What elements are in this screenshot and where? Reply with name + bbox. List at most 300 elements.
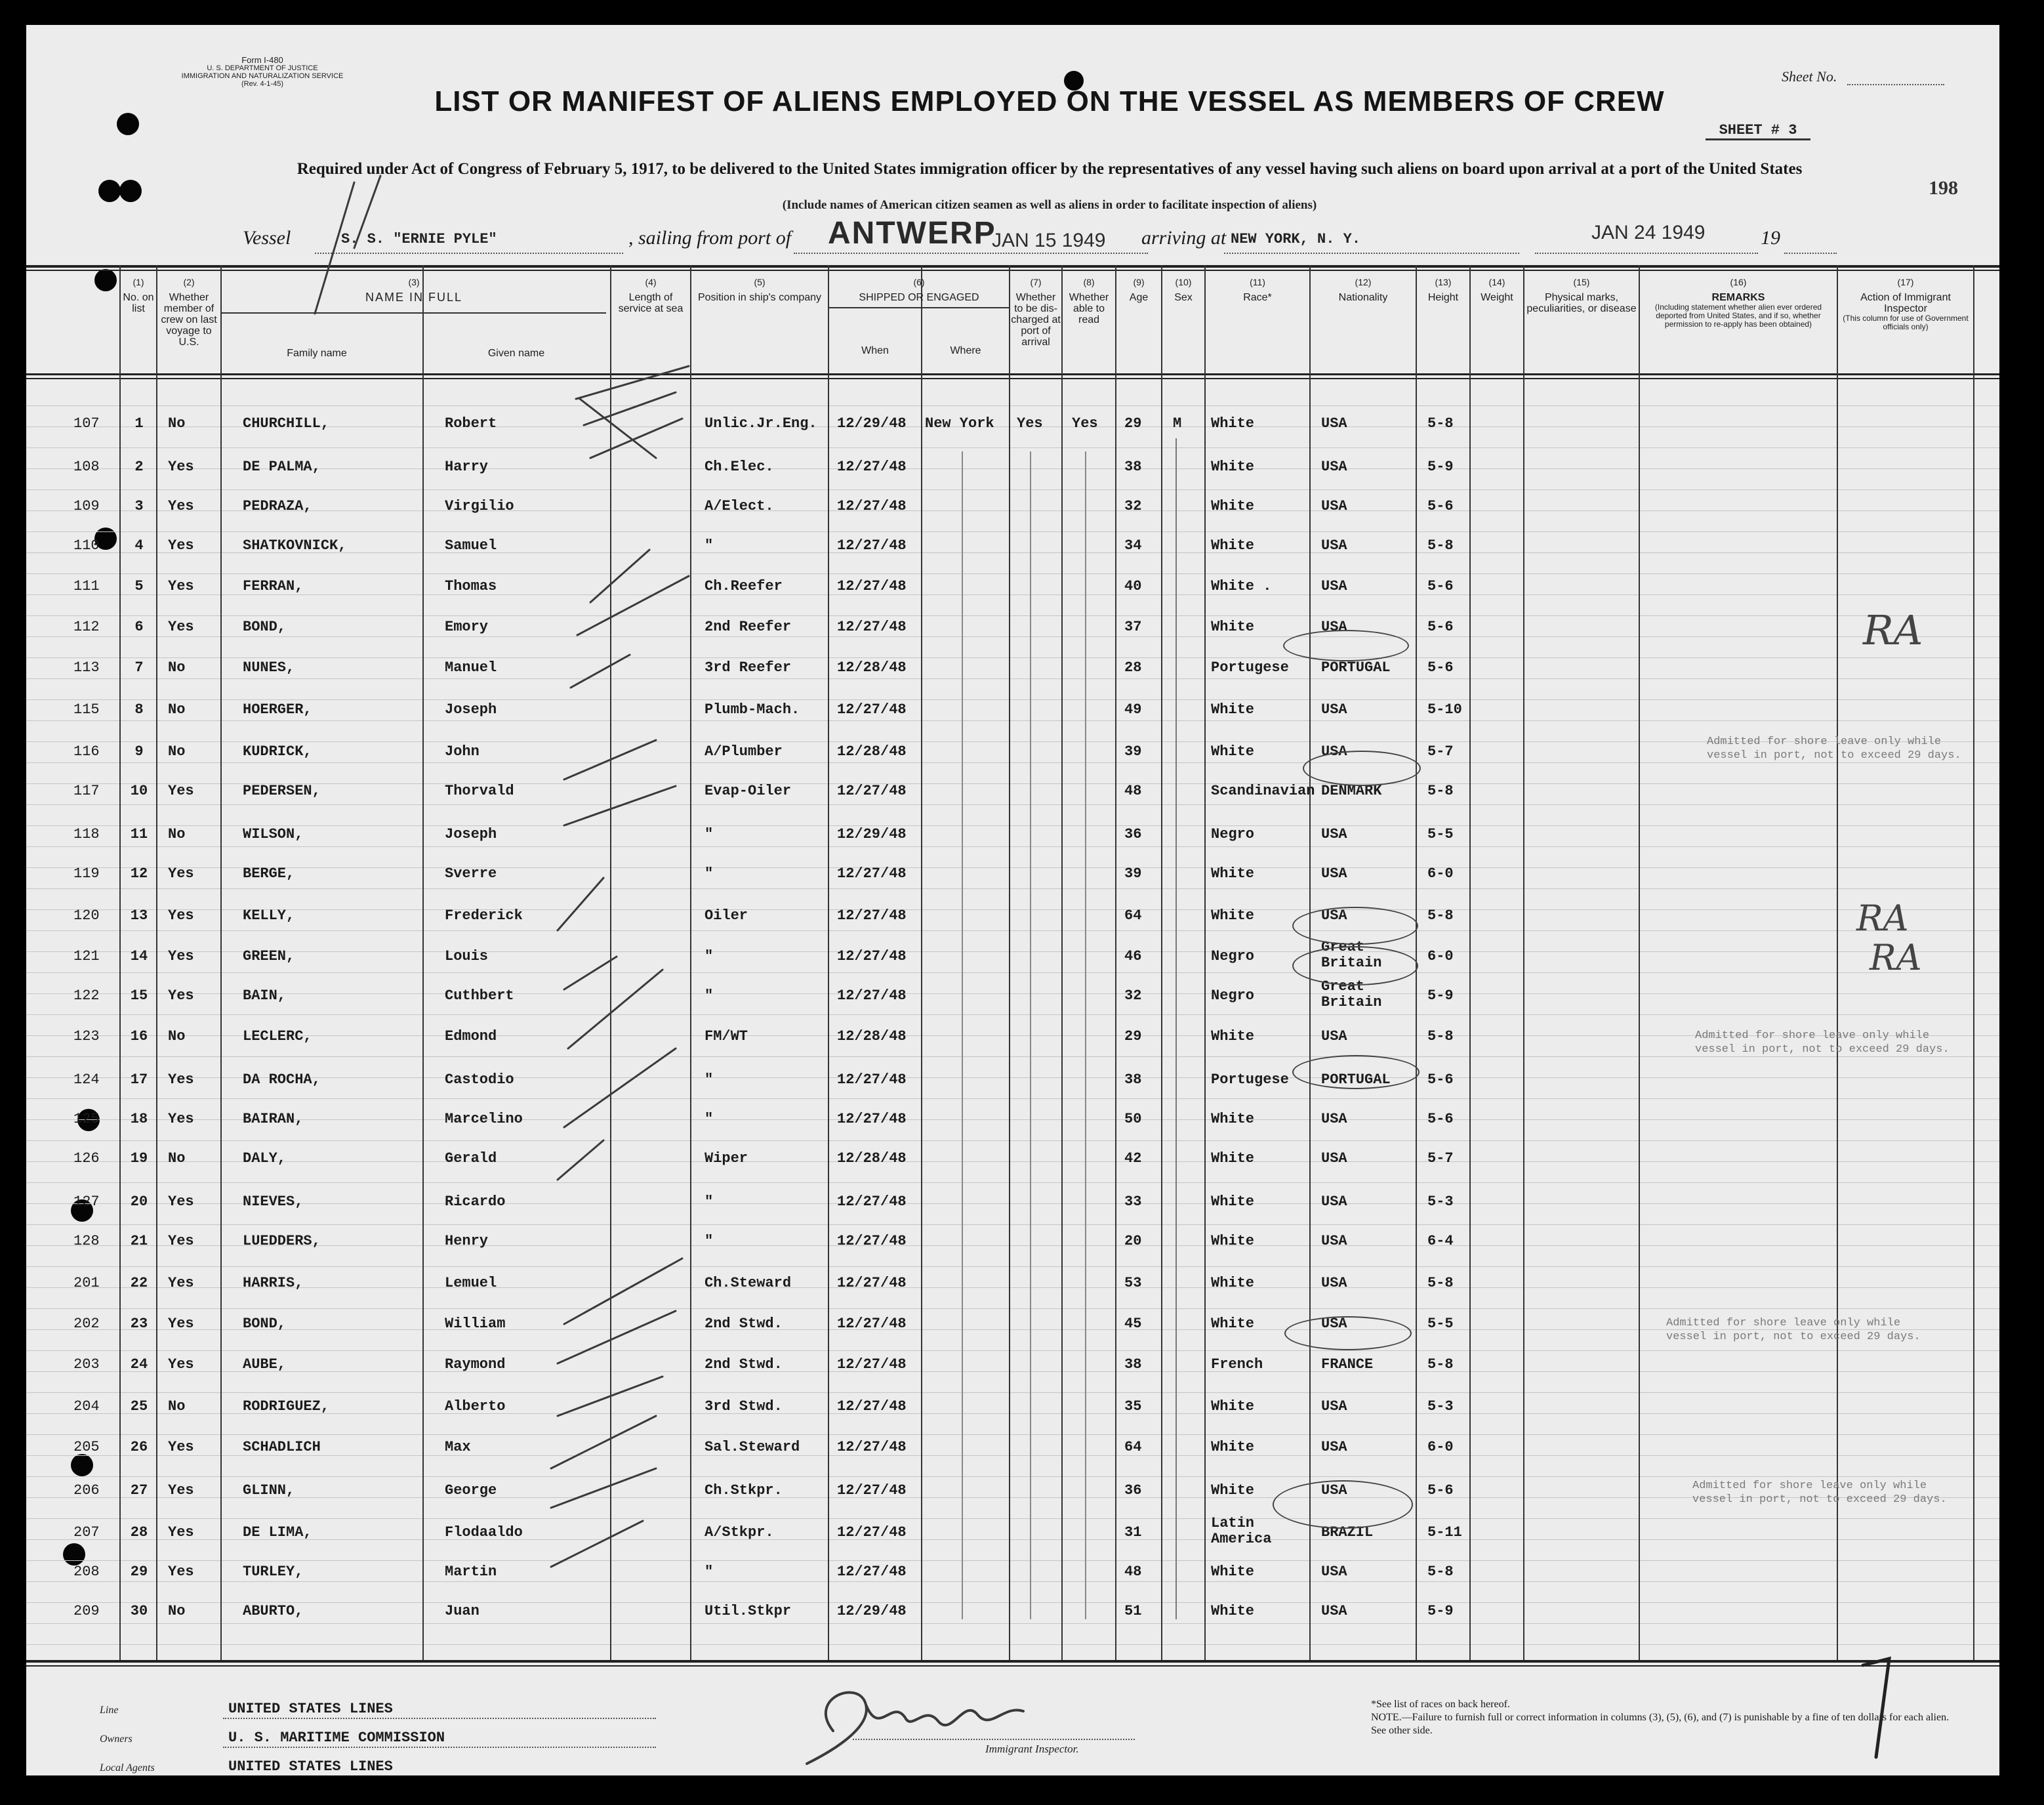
cell-nat: USA [1321, 1233, 1347, 1249]
cell-race: White [1211, 619, 1255, 635]
col-header-family-name: Family name [287, 348, 347, 359]
shore-leave-remark: Admitted for shore leave only while vessel in port, not to exceed 29 days. [1695, 1029, 1950, 1056]
cell-family: PEDERSEN, [243, 783, 321, 799]
cell-given: Samuel [445, 537, 497, 554]
cell-read: Yes [1072, 415, 1098, 432]
manifest-title: LIST OR MANIFEST OF ALIENS EMPLOYED ON THE VESSEL AS MEMBERS OF CREW [434, 85, 1665, 117]
handwritten-mark [1850, 1646, 1902, 1764]
footnote-races: *See list of races on back hereof. [1371, 1699, 1510, 1710]
cell-no: 21 [130, 1233, 148, 1249]
cell-family: FERRAN, [243, 578, 304, 594]
cell-race: White [1211, 743, 1255, 760]
cell-ref: 209 [73, 1603, 100, 1619]
cell-height: 5-11 [1427, 1524, 1462, 1541]
cell-no: 10 [130, 783, 148, 799]
col-header-height: (13) Height [1427, 277, 1459, 303]
cell-no: 20 [130, 1193, 148, 1210]
cell-race: Negro [1211, 987, 1255, 1004]
cell-last: No [168, 1150, 186, 1167]
cell-age: 28 [1124, 659, 1142, 676]
col-header-read: (8) Whether able to read [1069, 277, 1109, 325]
owners-rule [223, 1747, 656, 1748]
cell-nat: USA [1321, 907, 1347, 924]
cell-last: Yes [168, 1316, 194, 1332]
col-header-when: When [861, 345, 889, 356]
cell-family: LUEDDERS, [243, 1233, 321, 1249]
cell-when: 12/27/48 [837, 1398, 907, 1415]
cell-given: Harry [445, 459, 489, 475]
cell-family: KUDRICK, [243, 743, 312, 760]
cell-no: 7 [134, 659, 144, 676]
cell-ref: 125 [73, 1111, 100, 1127]
inspector-label: Immigrant Inspector. [985, 1743, 1079, 1755]
cell-position: " [705, 1071, 714, 1088]
cell-nat: DENMARK [1321, 783, 1382, 799]
cell-nat: USA [1321, 415, 1347, 432]
cell-last: Yes [168, 1564, 194, 1580]
cell-age: 42 [1124, 1150, 1142, 1167]
manifest-subtitle: Required under Act of Congress of February 5, 1917, to be delivered to the United States immigration officer by the representatives of any vessel having such aliens on board upon arrival at a port of the United States [296, 160, 1803, 178]
cell-ref: 113 [73, 659, 100, 676]
cell-family: SCHADLICH [243, 1439, 321, 1455]
cell-height: 5-9 [1427, 459, 1454, 475]
cell-position: Unlic.Jr.Eng. [705, 415, 817, 432]
col-header-sex: (10) Sex [1174, 277, 1193, 303]
cell-nat: USA [1321, 826, 1347, 842]
line-rule [223, 1718, 656, 1719]
cell-age: 35 [1124, 1398, 1142, 1415]
cell-last: No [168, 1398, 186, 1415]
cell-height: 5-8 [1427, 415, 1454, 432]
cell-age: 38 [1124, 459, 1142, 475]
cell-last: Yes [168, 948, 194, 965]
cell-family: RODRIGUEZ, [243, 1398, 330, 1415]
cell-height: 5-9 [1427, 987, 1454, 1004]
cell-position: Ch.Steward [705, 1275, 792, 1291]
cell-last: Yes [168, 619, 194, 635]
cell-family: LECLERC, [243, 1028, 312, 1045]
col-header-given-name: Given name [487, 348, 545, 359]
cell-nat: USA [1321, 578, 1347, 594]
inspector-signature-line [853, 1739, 1135, 1740]
cell-family: HARRIS, [243, 1275, 304, 1291]
cell-height: 5-10 [1427, 701, 1462, 718]
manifest-subnote: (Include names of American citizen seamen as well as aliens in order to facilitate inspection of aliens) [782, 198, 1317, 212]
cell-race: White [1211, 459, 1255, 475]
cell-nat: USA [1321, 1275, 1347, 1291]
cell-family: ABURTO, [243, 1603, 304, 1619]
cell-position: Ch.Stkpr. [705, 1482, 783, 1499]
cell-family: NUNES, [243, 659, 295, 676]
cell-position: " [705, 1564, 714, 1580]
departure-port: ANTWERP [828, 216, 996, 251]
cell-ref: 119 [73, 865, 100, 882]
cell-given: Louis [445, 948, 489, 965]
cell-last: Yes [168, 1111, 194, 1127]
cell-last: Yes [168, 578, 194, 594]
line-value: UNITED STATES LINES [228, 1701, 393, 1717]
cell-given: Alberto [445, 1398, 506, 1415]
cell-last: Yes [168, 1233, 194, 1249]
cell-nat: USA [1321, 1150, 1347, 1167]
cell-ref: 126 [73, 1150, 100, 1167]
cell-age: 29 [1124, 415, 1142, 432]
cell-race: Portugese [1211, 659, 1289, 676]
cell-position: 3rd Stwd. [705, 1398, 783, 1415]
cell-height: 5-7 [1427, 1150, 1454, 1167]
cell-ref: 206 [73, 1482, 100, 1499]
cell-race: White [1211, 1150, 1255, 1167]
cell-given: Thorvald [445, 783, 514, 799]
cell-family: DALY, [243, 1150, 287, 1167]
cell-given: Castodio [445, 1071, 514, 1088]
cell-nat: USA [1321, 1193, 1347, 1210]
cell-when: 12/27/48 [837, 907, 907, 924]
cell-position: " [705, 865, 714, 882]
cell-no: 29 [130, 1564, 148, 1580]
col-header-nationality: (12) Nationality [1338, 277, 1388, 303]
cell-height: 5-9 [1427, 1603, 1454, 1619]
cell-position: FM/WT [705, 1028, 748, 1045]
shore-leave-remark: Admitted for shore leave only while vessel in port, not to exceed 29 days. [1692, 1480, 1947, 1506]
cell-given: Max [445, 1439, 471, 1455]
cell-ref: 108 [73, 459, 100, 475]
cell-nat: PORTUGAL [1321, 1071, 1391, 1088]
cell-nat: USA [1321, 537, 1347, 554]
cell-when: 12/27/48 [837, 1316, 907, 1332]
cell-family: TURLEY, [243, 1564, 304, 1580]
col-header-race: (11) Race* [1243, 277, 1272, 303]
cell-ref: 204 [73, 1398, 100, 1415]
cell-nat: USA [1321, 1028, 1347, 1045]
cell-no: 18 [130, 1111, 148, 1127]
cell-when: 12/27/48 [837, 987, 907, 1004]
form-service: IMMIGRATION AND NATURALIZATION SERVICE [181, 72, 344, 80]
cell-ref: 124 [73, 1071, 100, 1088]
cell-race: White [1211, 1193, 1255, 1210]
cell-no: 12 [130, 865, 148, 882]
col-header-where: Where [950, 345, 981, 356]
cell-age: 39 [1124, 865, 1142, 882]
agents-label: Local Agents [100, 1762, 155, 1774]
cell-when: 12/27/48 [837, 1071, 907, 1088]
inspector-mark: RA [1870, 937, 1922, 978]
footnote-penalty: NOTE.—Failure to furnish full or correct information in columns (3), (5), (6), and (7) is punishable by a fine of ten dollars for each alien. See other side. [1371, 1712, 1950, 1736]
cell-last: No [168, 743, 186, 760]
inspector-signature [781, 1659, 1056, 1775]
cell-given: Henry [445, 1233, 489, 1249]
cell-ref: 118 [73, 826, 100, 842]
cell-height: 5-6 [1427, 578, 1454, 594]
cell-no: 30 [130, 1603, 148, 1619]
cell-ref: 121 [73, 948, 100, 965]
cell-age: 39 [1124, 743, 1142, 760]
arrival-port: NEW YORK, N. Y. [1231, 231, 1361, 247]
owners-label: Owners [100, 1733, 133, 1745]
cell-when: 12/27/48 [837, 783, 907, 799]
cell-family: BOND, [243, 1316, 287, 1332]
cell-no: 27 [130, 1482, 148, 1499]
cell-family: DE PALMA, [243, 459, 321, 475]
form-department: U. S. DEPARTMENT OF JUSTICE [207, 64, 318, 72]
cell-race: White [1211, 1439, 1255, 1455]
cell-no: 9 [134, 743, 144, 760]
cell-height: 6-0 [1427, 1439, 1454, 1455]
cell-when: 12/27/48 [837, 459, 907, 475]
cell-last: Yes [168, 498, 194, 514]
cell-nat: USA [1321, 743, 1347, 760]
cell-last: Yes [168, 865, 194, 882]
cell-nat: USA [1321, 1482, 1347, 1499]
cell-last: Yes [168, 987, 194, 1004]
cell-height: 5-3 [1427, 1193, 1454, 1210]
col-header-shipped: (6) SHIPPED OR ENGAGED [859, 277, 979, 303]
cell-age: 51 [1124, 1603, 1142, 1619]
cell-ref: 128 [73, 1233, 100, 1249]
cell-race: White [1211, 1603, 1255, 1619]
cell-last: Yes [168, 1356, 194, 1373]
cell-height: 5-6 [1427, 619, 1454, 635]
cell-ref: 201 [73, 1275, 100, 1291]
cell-age: 34 [1124, 537, 1142, 554]
cell-age: 64 [1124, 907, 1142, 924]
cell-family: PEDRAZA, [243, 498, 312, 514]
cell-no: 24 [130, 1356, 148, 1373]
owners-value: U. S. MARITIME COMMISSION [228, 1730, 445, 1746]
sheet-stamp: SHEET # 3 [1706, 122, 1810, 140]
cell-given: Marcelino [445, 1111, 523, 1127]
cell-when: 12/27/48 [837, 1111, 907, 1127]
cell-given: Cuthbert [445, 987, 514, 1004]
cell-age: 32 [1124, 987, 1142, 1004]
cell-ref: 116 [73, 743, 100, 760]
cell-age: 40 [1124, 578, 1142, 594]
cell-race: White [1211, 537, 1255, 554]
cell-family: WILSON, [243, 826, 304, 842]
cell-nat: USA [1321, 498, 1347, 514]
cell-position: " [705, 1111, 714, 1127]
cell-no: 23 [130, 1316, 148, 1332]
cell-height: 5-8 [1427, 1356, 1454, 1373]
cell-family: BERGE, [243, 865, 295, 882]
cell-given: Lemuel [445, 1275, 497, 1291]
cell-when: 12/27/48 [837, 1193, 907, 1210]
cell-age: 38 [1124, 1071, 1142, 1088]
cell-position: 2nd Reefer [705, 619, 792, 635]
cell-age: 32 [1124, 498, 1142, 514]
cell-height: 5-8 [1427, 907, 1454, 924]
col-header-last-voyage: (2) Whether member of crew on last voyage to U.S. [161, 277, 217, 348]
cell-when: 12/27/48 [837, 701, 907, 718]
cell-family: AUBE, [243, 1356, 287, 1373]
cell-given: Manuel [445, 659, 497, 676]
cell-height: 5-3 [1427, 1398, 1454, 1415]
cell-given: Joseph [445, 826, 497, 842]
agents-value: UNITED STATES LINES [228, 1758, 393, 1775]
cell-race: White [1211, 1398, 1255, 1415]
cell-race: White [1211, 1564, 1255, 1580]
cell-ref: 109 [73, 498, 100, 514]
cell-height: 5-8 [1427, 783, 1454, 799]
cell-family: HOERGER, [243, 701, 312, 718]
cell-age: 33 [1124, 1193, 1142, 1210]
cell-age: 36 [1124, 1482, 1142, 1499]
cell-no: 15 [130, 987, 148, 1004]
cell-height: 6-0 [1427, 948, 1454, 965]
manifest-sheet [26, 25, 1999, 1775]
cell-race: White [1211, 1482, 1255, 1499]
cell-nat: USA [1321, 1439, 1347, 1455]
cell-height: 5-8 [1427, 537, 1454, 554]
cell-nat: USA [1321, 1564, 1347, 1580]
cell-no: 17 [130, 1071, 148, 1088]
cell-disch: Yes [1017, 415, 1043, 432]
form-revision: (Rev. 4-1-45) [241, 80, 283, 88]
cell-race: French [1211, 1356, 1263, 1373]
cell-family: GREEN, [243, 948, 295, 965]
cell-no: 22 [130, 1275, 148, 1291]
cell-last: Yes [168, 1193, 194, 1210]
cell-when: 12/28/48 [837, 1150, 907, 1167]
cell-race: White [1211, 415, 1255, 432]
cell-height: 6-4 [1427, 1233, 1454, 1249]
cell-height: 5-5 [1427, 826, 1454, 842]
cell-race: White [1211, 1316, 1255, 1332]
cell-ref: 127 [73, 1193, 100, 1210]
cell-sex: M [1173, 415, 1182, 432]
cell-last: Yes [168, 783, 194, 799]
sailing-date: JAN 15 1949 [992, 230, 1106, 251]
cell-position: Wiper [705, 1150, 748, 1167]
cell-family: KELLY, [243, 907, 295, 924]
cell-ref: 123 [73, 1028, 100, 1045]
cell-when: 12/29/48 [837, 826, 907, 842]
cell-nat: PORTUGAL [1321, 659, 1391, 676]
cell-age: 53 [1124, 1275, 1142, 1291]
cell-no: 25 [130, 1398, 148, 1415]
cell-when: 12/27/48 [837, 498, 907, 514]
shore-leave-remark: Admitted for shore leave only while vessel in port, not to exceed 29 days. [1707, 736, 1961, 762]
page-number: 198 [1929, 177, 1958, 199]
cell-height: 5-6 [1427, 498, 1454, 514]
cell-when: 12/27/48 [837, 1439, 907, 1455]
cell-when: 12/27/48 [837, 578, 907, 594]
cell-family: DA ROCHA, [243, 1071, 321, 1088]
cell-when: 12/27/48 [837, 1356, 907, 1373]
cell-position: 3rd Reefer [705, 659, 792, 676]
cell-no: 19 [130, 1150, 148, 1167]
cell-given: Robert [445, 415, 497, 432]
cell-position: 2nd Stwd. [705, 1356, 783, 1373]
cell-race: Negro [1211, 948, 1255, 965]
cell-age: 20 [1124, 1233, 1142, 1249]
cell-race: Negro [1211, 826, 1255, 842]
cell-when: 12/27/48 [837, 1233, 907, 1249]
inspector-mark: RA [1856, 898, 1909, 939]
cell-race: Scandinavian [1211, 783, 1315, 799]
cell-age: 48 [1124, 1564, 1142, 1580]
line-label: Line [100, 1705, 119, 1716]
cell-race: White [1211, 498, 1255, 514]
cell-given: William [445, 1316, 506, 1332]
check-marks [26, 25, 1999, 1775]
cell-position: " [705, 826, 714, 842]
cell-when: 12/27/48 [837, 1482, 907, 1499]
cell-race: White [1211, 1275, 1255, 1291]
cell-when: 12/28/48 [837, 743, 907, 760]
cell-when: 12/28/48 [837, 659, 907, 676]
cell-ref: 110 [73, 537, 100, 554]
cell-no: 14 [130, 948, 148, 965]
cell-when: 12/27/48 [837, 537, 907, 554]
cell-given: Virgilio [445, 498, 514, 514]
cell-given: Juan [445, 1603, 480, 1619]
cell-race: White [1211, 907, 1255, 924]
form-number: Form I-480 [241, 55, 283, 65]
cell-race: White . [1211, 578, 1272, 594]
col-header-physical-marks: (15) Physical marks, peculiarities, or disease [1526, 277, 1637, 314]
shore-leave-remark: Admitted for shore leave only while vessel in port, not to exceed 29 days. [1666, 1317, 1921, 1343]
cell-height: 5-6 [1427, 1111, 1454, 1127]
cell-nat: USA [1321, 1111, 1347, 1127]
cell-ref: 208 [73, 1564, 100, 1580]
cell-race: White [1211, 701, 1255, 718]
cell-given: Thomas [445, 578, 497, 594]
cell-family: BAIN, [243, 987, 287, 1004]
cell-position: " [705, 1193, 714, 1210]
cell-position: " [705, 987, 714, 1004]
cell-nat: USA [1321, 1316, 1347, 1332]
col-header-service: (4) Length of service at sea [618, 277, 684, 314]
cell-when: 12/27/48 [837, 948, 907, 965]
cell-height: 5-6 [1427, 659, 1454, 676]
inspector-mark: RA [1863, 606, 1923, 654]
cell-last: Yes [168, 1071, 194, 1088]
cell-no: 28 [130, 1524, 148, 1541]
cell-given: Joseph [445, 701, 497, 718]
cell-race: Latin America [1211, 1515, 1272, 1547]
cell-when: 12/27/48 [837, 1275, 907, 1291]
cell-ref: 205 [73, 1439, 100, 1455]
cell-given: George [445, 1482, 497, 1499]
cell-when: 12/27/48 [837, 619, 907, 635]
cell-age: 50 [1124, 1111, 1142, 1127]
cell-no: 13 [130, 907, 148, 924]
cell-ref: 111 [73, 578, 100, 594]
cell-nat: USA [1321, 1398, 1347, 1415]
cell-nat: Great Britain [1321, 978, 1382, 1010]
cell-last: Yes [168, 1439, 194, 1455]
cell-no: 5 [134, 578, 144, 594]
cell-given: Frederick [445, 907, 523, 924]
cell-last: Yes [168, 537, 194, 554]
cell-age: 48 [1124, 783, 1142, 799]
cell-ref: 120 [73, 907, 100, 924]
cell-position: 2nd Stwd. [705, 1316, 783, 1332]
cell-no: 2 [134, 459, 144, 475]
cell-age: 38 [1124, 1356, 1142, 1373]
cell-nat: USA [1321, 701, 1347, 718]
cell-position: A/Plumber [705, 743, 783, 760]
cell-position: " [705, 948, 714, 965]
cell-no: 6 [134, 619, 144, 635]
cell-last: Yes [168, 459, 194, 475]
cell-no: 1 [134, 415, 144, 432]
cell-ref: 207 [73, 1524, 100, 1541]
cell-last: No [168, 826, 186, 842]
cell-last: Yes [168, 1482, 194, 1499]
cell-no: 4 [134, 537, 144, 554]
